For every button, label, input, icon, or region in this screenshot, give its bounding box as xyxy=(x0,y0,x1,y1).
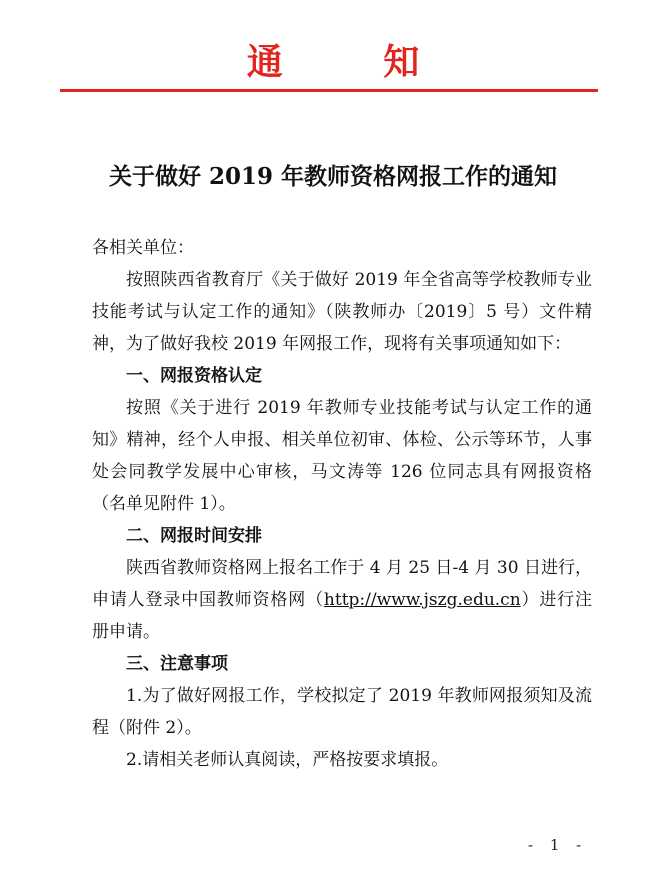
section-2-paragraph xyxy=(92,552,592,648)
red-divider-rule xyxy=(60,89,598,92)
intro-paragraph: 按照陕西省教育厅《关于做好 2019 年全省高等学校教师专业技能考试与认定工作的通知》（陕教师办〔2019〕5 号）文件精神，为了做好我校 2019 年网报工作，现将有关事项通知如下： xyxy=(92,270,592,354)
section-2-text-pre: 陕西省教师资格网上报名工作于 4 月 25 日-4 月 30 日进行，申请人登录中国教师资格网（ xyxy=(92,558,592,610)
section-3-item-1: 1.为了做好网报工作，学校拟定了 2019 年教师网报须知及流程（附件 2）。 xyxy=(92,686,592,738)
section-1-paragraph: 按照《关于进行 2019 年教师专业技能考试与认定工作的通知》精神，经个人申报、相关单位初审、体检、公示等环节，人事处会同教学发展中心审核，马文涛等 126 位同志具有网报资格（名单见附件 1）。 xyxy=(92,398,592,514)
page-number: - 1 - xyxy=(528,836,588,854)
document-body xyxy=(92,232,592,776)
section-2-text-post: ）进行注册申请。 xyxy=(92,590,593,642)
section-heading-1: 一、网报资格认定 xyxy=(126,366,262,386)
salutation: 各相关单位： xyxy=(92,238,194,258)
section-heading-3: 三、注意事项 xyxy=(126,654,228,674)
section-3-item-2: 2.请相关老师认真阅读，严格按要求填报。 xyxy=(126,750,449,770)
section-heading-2: 二、网报时间安排 xyxy=(126,526,262,546)
document-title: 关于做好 2019 年教师资格网报工作的通知 xyxy=(108,163,558,190)
notice-header-title: 通 知 xyxy=(246,41,464,83)
teacher-qualification-site-link[interactable]: http://www.jszg.edu.cn xyxy=(323,590,521,610)
